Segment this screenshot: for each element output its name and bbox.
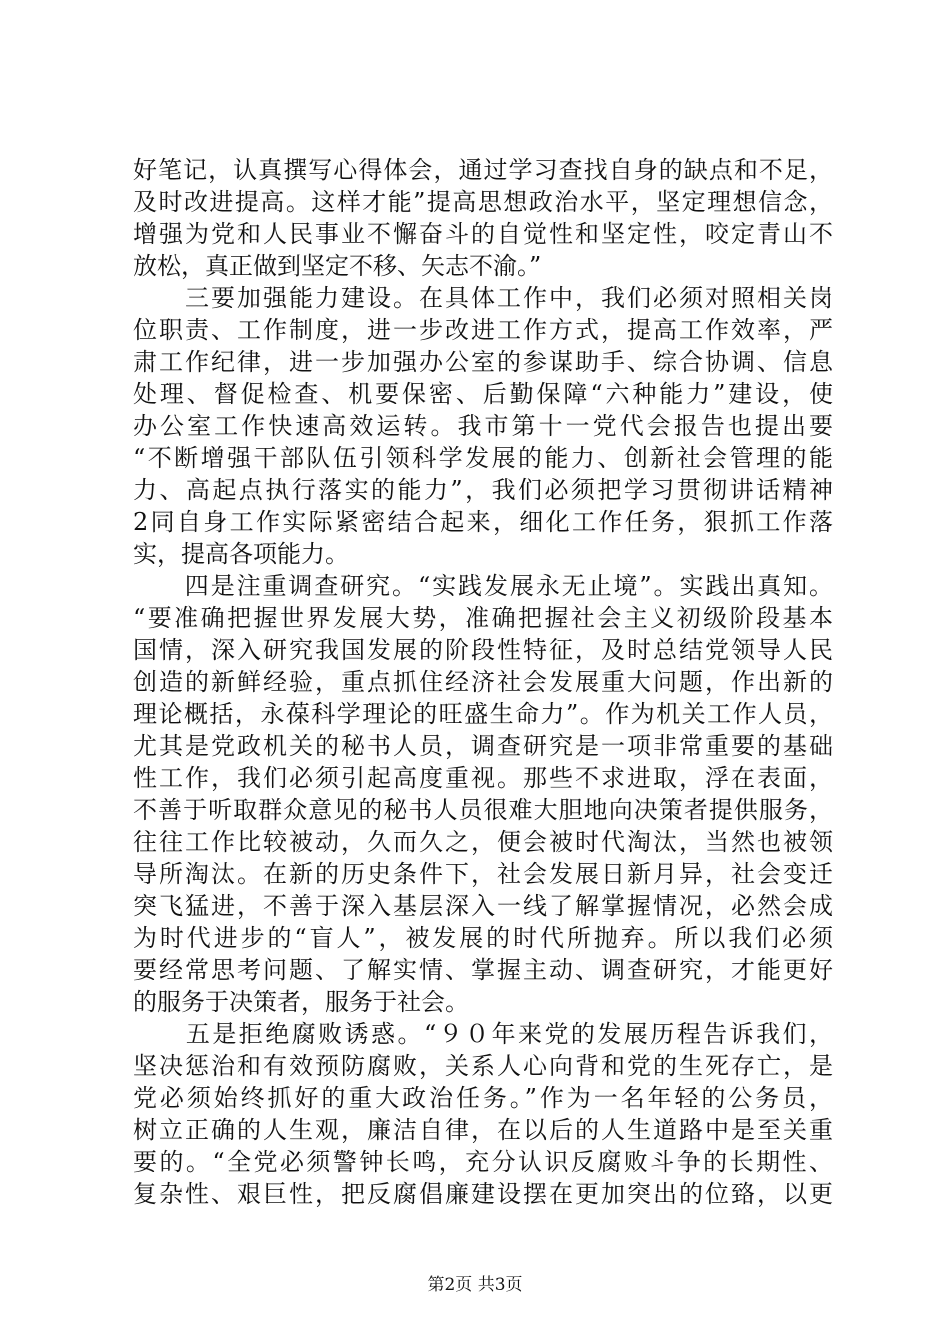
text-line: 理论概括，永葆科学理论的旺盛生命力”。作为机关工作人员， <box>133 700 833 728</box>
text-line: 的服务于决策者，服务于社会。 <box>133 988 469 1016</box>
text-line: 党必须始终抓好的重大政治任务。”作为一名年轻的公务员， <box>133 1084 833 1112</box>
text-line: 创造的新鲜经验，重点抓住经济社会发展重大问题，作出新的 <box>133 668 833 696</box>
text-line: 位职责、工作制度，进一步改进工作方式，提高工作效率，严 <box>133 316 833 344</box>
text-line: 放松，真正做到坚定不移、矢志不渝。” <box>133 252 542 280</box>
text-line: 尤其是党政机关的秘书人员，调查研究是一项非常重要的基础 <box>133 732 833 760</box>
text-line: “要准确把握世界发展大势，准确把握社会主义初级阶段基本 <box>133 604 833 632</box>
text-line: 2同自身工作实际紧密结合起来，细化工作任务，狠抓工作落 <box>133 508 833 536</box>
page-footer <box>0 1274 950 1296</box>
text-line: 性工作，我们必须引起高度重视。那些不求进取，浮在表面， <box>133 764 833 792</box>
text-line: 实，提高各项能力。 <box>133 540 349 568</box>
text-line: 五是拒绝腐败诱惑。“９０年来党的发展历程告诉我们， <box>133 1020 833 1048</box>
text-line: 办公室工作快速高效运转。我市第十一党代会报告也提出要 <box>133 412 833 440</box>
text-line: 为时代进步的“盲人”，被发展的时代所抛弃。所以我们必须 <box>133 924 833 952</box>
text-line: 坚决惩治和有效预防腐败，关系人心向背和党的生死存亡，是 <box>133 1052 833 1080</box>
text-line: 好笔记，认真撰写心得体会，通过学习查找自身的缺点和不足， <box>133 156 833 184</box>
text-line: 复杂性、艰巨性，把反腐倡廉建设摆在更加突出的位臵，以更 <box>133 1180 833 1208</box>
text-line: 要的。“全党必须警钟长鸣，充分认识反腐败斗争的长期性、 <box>133 1148 833 1176</box>
text-line: 肃工作纪律，进一步加强办公室的参谋助手、综合协调、信息 <box>133 348 833 376</box>
text-line: 力、高起点执行落实的能力”，我们必须把学习贯彻讲话精神 <box>133 476 833 504</box>
text-line: 树立正确的人生观，廉洁自律，在以后的人生道路中是至关重 <box>133 1116 833 1144</box>
text-line: 导所淘汰。在新的历史条件下，社会发展日新月异，社会变迁 <box>133 860 833 888</box>
text-line: “不断增强干部队伍引领科学发展的能力、创新社会管理的能 <box>133 444 833 472</box>
text-line: 及时改进提高。这样才能”提高思想政治水平，坚定理想信念， <box>133 188 833 216</box>
text-line: 要经常思考问题、了解实情、掌握主动、调查研究，才能更好 <box>133 956 833 984</box>
text-line: 往往工作比较被动，久而久之，便会被时代淘汰，当然也被领 <box>133 828 833 856</box>
text-line: 三要加强能力建设。在具体工作中，我们必须对照相关岗 <box>133 284 833 312</box>
text-line: 增强为党和人民事业不懈奋斗的自觉性和坚定性，咬定青山不 <box>133 220 833 248</box>
text-line: 国情，深入研究我国发展的阶段性特征，及时总结党领导人民 <box>133 636 833 664</box>
text-line: 处理、督促检查、机要保密、后勤保障“六种能力”建设，使 <box>133 380 833 408</box>
text-line: 不善于听取群众意见的秘书人员很难大胆地向决策者提供服务， <box>133 796 833 824</box>
text-line: 突飞猛进，不善于深入基层深入一线了解掌握情况，必然会成 <box>133 892 833 920</box>
text-line: 四是注重调查研究。“实践发展永无止境”。实践出真知。 <box>133 572 833 600</box>
document-body <box>133 154 833 1210</box>
page-number-label: 第2页 共3页 <box>427 1275 523 1295</box>
